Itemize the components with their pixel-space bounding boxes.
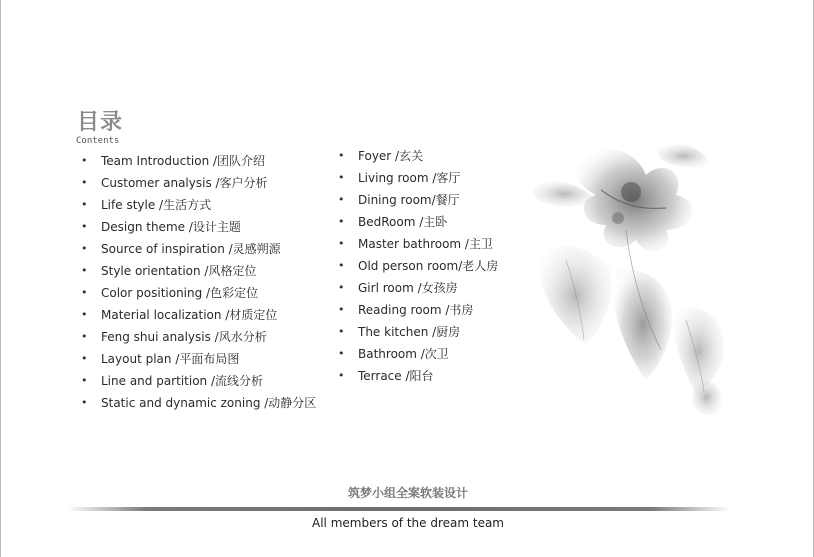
contents-item — [77, 150, 316, 172]
bullet-icon: • — [81, 330, 88, 343]
contents-item — [77, 304, 316, 326]
contents-item — [334, 233, 498, 255]
contents-list-left — [77, 150, 316, 414]
contents-item-label: Master bathroom /主卫 — [358, 237, 493, 251]
bullet-icon: • — [81, 176, 88, 189]
contents-item-label: Design theme /设计主题 — [101, 220, 241, 234]
contents-item — [334, 343, 498, 365]
bullet-icon: • — [338, 347, 345, 360]
bullet-icon: • — [338, 259, 345, 272]
contents-item — [334, 277, 498, 299]
bullet-icon: • — [81, 264, 88, 277]
contents-item-label: Feng shui analysis /风水分析 — [101, 330, 267, 344]
bullet-icon: • — [81, 286, 88, 299]
footer-chinese-text: 筑梦小组全案软装设计 — [347, 486, 468, 500]
contents-item — [334, 255, 498, 277]
bullet-icon: • — [81, 198, 88, 211]
contents-item-label: Terrace /阳台 — [358, 369, 434, 383]
bullet-icon: • — [81, 374, 88, 387]
bullet-icon: • — [338, 237, 345, 250]
contents-item-label: Material localization /材质定位 — [101, 308, 278, 322]
contents-item-label: Customer analysis /客户分析 — [101, 176, 268, 190]
bullet-icon: • — [338, 325, 345, 338]
contents-item-label: Girl room /女孩房 — [358, 281, 458, 295]
page-subtitle: Contents — [76, 136, 120, 146]
bullet-icon: • — [81, 154, 88, 167]
bullet-icon: • — [81, 396, 88, 409]
bullet-icon: • — [81, 242, 88, 255]
page-title: 目录 — [77, 110, 124, 135]
contents-item — [77, 392, 316, 414]
footer-divider — [67, 507, 731, 511]
bullet-icon: • — [338, 303, 345, 316]
contents-list-right — [334, 145, 498, 387]
bullet-icon: • — [338, 193, 345, 206]
contents-item-label: Dining room/餐厅 — [358, 193, 460, 207]
bullet-icon: • — [338, 149, 345, 162]
contents-item — [77, 194, 316, 216]
contents-item-label: Bathroom /次卫 — [358, 347, 449, 361]
contents-item-label: Layout plan /平面布局图 — [101, 352, 240, 366]
bullet-icon: • — [81, 220, 88, 233]
contents-item — [77, 172, 316, 194]
contents-item-label: BedRoom /主卧 — [358, 215, 448, 229]
contents-item — [77, 260, 316, 282]
bullet-icon: • — [338, 215, 345, 228]
bullet-icon: • — [338, 369, 345, 382]
contents-item-label: Static and dynamic zoning /动静分区 — [101, 396, 317, 410]
contents-item — [77, 282, 316, 304]
contents-item-label: Line and partition /流线分析 — [101, 374, 264, 388]
contents-item — [334, 299, 498, 321]
contents-item-label: The kitchen /厨房 — [358, 325, 461, 339]
contents-item — [77, 348, 316, 370]
contents-item-label: Life style /生活方式 — [101, 198, 212, 212]
contents-item-label: Reading room /书房 — [358, 303, 474, 317]
bullet-icon: • — [338, 281, 345, 294]
bullet-icon: • — [81, 308, 88, 321]
contents-item-label: Foyer /玄关 — [358, 149, 424, 163]
ink-flower-illustration-icon — [526, 130, 736, 430]
contents-item — [77, 216, 316, 238]
footer-english-text: All members of the dream team — [312, 516, 504, 530]
contents-item — [77, 238, 316, 260]
contents-item-label: Living room /客厅 — [358, 171, 461, 185]
contents-item — [77, 370, 316, 392]
contents-item — [334, 321, 498, 343]
bullet-icon: • — [338, 171, 345, 184]
contents-item-label: Old person room/老人房 — [358, 259, 499, 273]
contents-item — [77, 326, 316, 348]
contents-item — [334, 167, 498, 189]
contents-item — [334, 365, 498, 387]
contents-item — [334, 189, 498, 211]
contents-item-label: Team Introduction /团队介绍 — [101, 154, 266, 168]
contents-item — [334, 211, 498, 233]
contents-item — [334, 145, 498, 167]
contents-item-label: Color positioning /色彩定位 — [101, 286, 259, 300]
contents-item-label: Source of inspiration /灵感朔源 — [101, 242, 281, 256]
bullet-icon: • — [81, 352, 88, 365]
contents-item-label: Style orientation /风格定位 — [101, 264, 257, 278]
